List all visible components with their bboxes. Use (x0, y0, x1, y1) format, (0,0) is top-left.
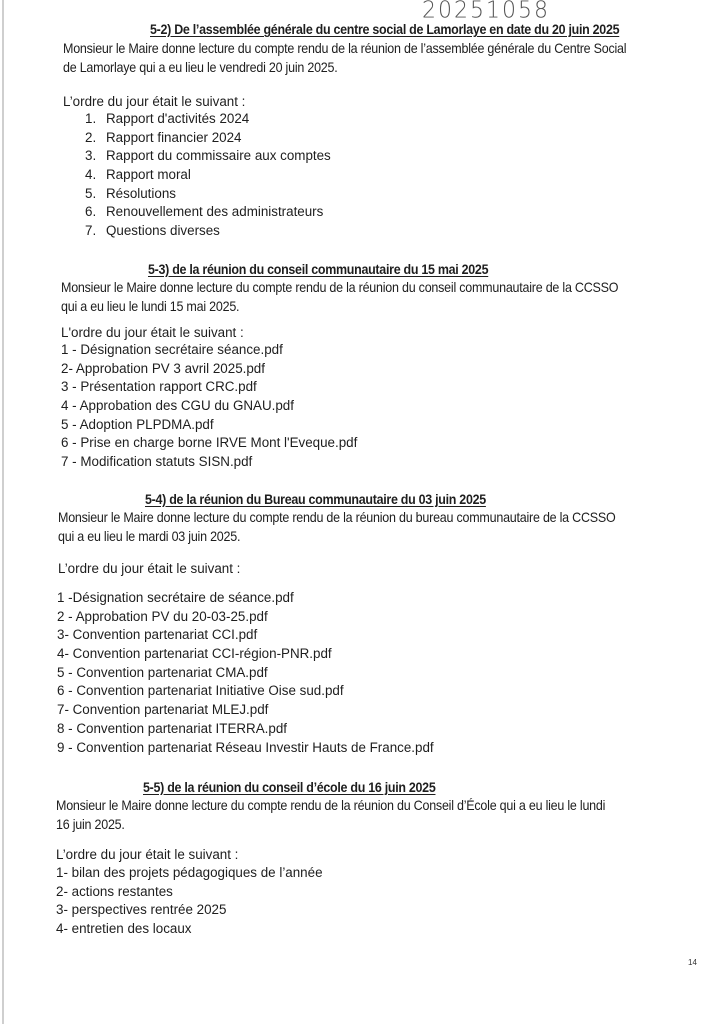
agenda-item: 1- bilan des projets pédagogiques de l’année (56, 865, 323, 880)
agenda-item: 6 - Prise en charge borne IRVE Mont l'Eveque.pdf (61, 435, 358, 451)
agenda-item: 2- Approbation PV 3 avril 2025.pdf (61, 360, 265, 376)
agenda-item: 1 - Désignation secrétaire séance.pdf (61, 342, 283, 357)
agenda-item: 6. Renouvellement des administrateurs (85, 204, 324, 220)
agenda-item: 7. Questions diverses (85, 223, 220, 239)
agenda-item: 7- Convention partenariat MLEJ.pdf (57, 702, 269, 718)
agenda-list (85, 110, 331, 241)
section-heading: 5-4) de la réunion du Bureau communautaire du 03 juin 2025 (145, 492, 486, 507)
agenda-list (57, 589, 434, 757)
agenda-list (56, 864, 323, 939)
agenda-item: 8 - Convention partenariat ITERRA.pdf (57, 720, 287, 736)
agenda-item: 6 - Convention partenariat Initiative Oise sud.pdf (57, 683, 344, 699)
agenda-intro: L'ordre du jour était le suivant : (61, 325, 244, 340)
agenda-item: 5. Résolutions (85, 185, 176, 201)
section-paragraph-line: qui a eu lieu le mardi 03 juin 2025. (58, 529, 241, 544)
agenda-item: 3- perspectives rentrée 2025 (56, 902, 227, 918)
section-paragraph-line: Monsieur le Maire donne lecture du compte rendu de la réunion de l’assemblée générale du Centre Social (63, 41, 627, 56)
section-paragraph-line: de Lamorlaye qui a eu lieu le vendredi 20 juin 2025. (63, 60, 338, 75)
section-paragraph-line: qui a eu lieu le lundi 15 mai 2025. (61, 299, 240, 314)
agenda-item: 1. Rapport d'activités 2024 (85, 111, 250, 126)
agenda-item: 3. Rapport du commissaire aux comptes (85, 148, 331, 164)
agenda-item: 5 - Convention partenariat CMA.pdf (57, 664, 268, 680)
agenda-item: 9 - Convention partenariat Réseau Investir Hauts de France.pdf (57, 739, 434, 755)
agenda-intro: L’ordre du jour était le suivant : (58, 561, 241, 576)
agenda-item: 3- Convention partenariat CCI.pdf (57, 627, 258, 643)
agenda-item: 4 - Approbation des CGU du GNAU.pdf (61, 398, 294, 414)
agenda-item: 1 -Désignation secrétaire de séance.pdf (57, 590, 294, 605)
agenda-item: 5 - Adoption PLPDMA.pdf (61, 416, 214, 432)
section-paragraph-line: 16 juin 2025. (56, 817, 125, 832)
agenda-item: 3 - Présentation rapport CRC.pdf (61, 379, 257, 395)
section-heading: 5-2) De l’assemblée générale du centre social de Lamorlaye en date du 20 juin 2025 (150, 22, 620, 37)
agenda-item: 2. Rapport financier 2024 (85, 129, 242, 145)
section-paragraph-line: Monsieur le Maire donne lecture du compte rendu de la réunion du Conseil d’École qui a eu lieu le lundi (56, 798, 606, 813)
agenda-item: 2- actions restantes (56, 883, 173, 899)
agenda-intro: L’ordre du jour était le suivant : (63, 94, 246, 109)
agenda-item: 4- Convention partenariat CCI-région-PNR.pdf (57, 646, 332, 662)
section-heading: 5-3) de la réunion du conseil communautaire du 15 mai 2025 (148, 262, 489, 277)
page-number: 14 (688, 958, 697, 967)
agenda-list (61, 341, 357, 472)
handwritten-reference-number: 20251058 (422, 0, 550, 24)
agenda-intro: L’ordre du jour était le suivant : (56, 847, 239, 862)
agenda-item: 4- entretien des locaux (56, 921, 192, 937)
section-paragraph-line: Monsieur le Maire donne lecture du compte rendu de la réunion du conseil communautaire de la CCSSO (61, 280, 619, 295)
section-heading: 5-5) de la réunion du conseil d’école du 16 juin 2025 (143, 780, 436, 795)
agenda-item: 2 - Approbation PV du 20-03-25.pdf (57, 608, 268, 624)
scan-edge-line (2, 0, 4, 1024)
agenda-item: 7 - Modification statuts SISN.pdf (61, 454, 253, 470)
section-paragraph-line: Monsieur le Maire donne lecture du compte rendu de la réunion du bureau communautaire de la CCSSO (58, 510, 616, 525)
agenda-item: 4. Rapport moral (85, 167, 191, 183)
